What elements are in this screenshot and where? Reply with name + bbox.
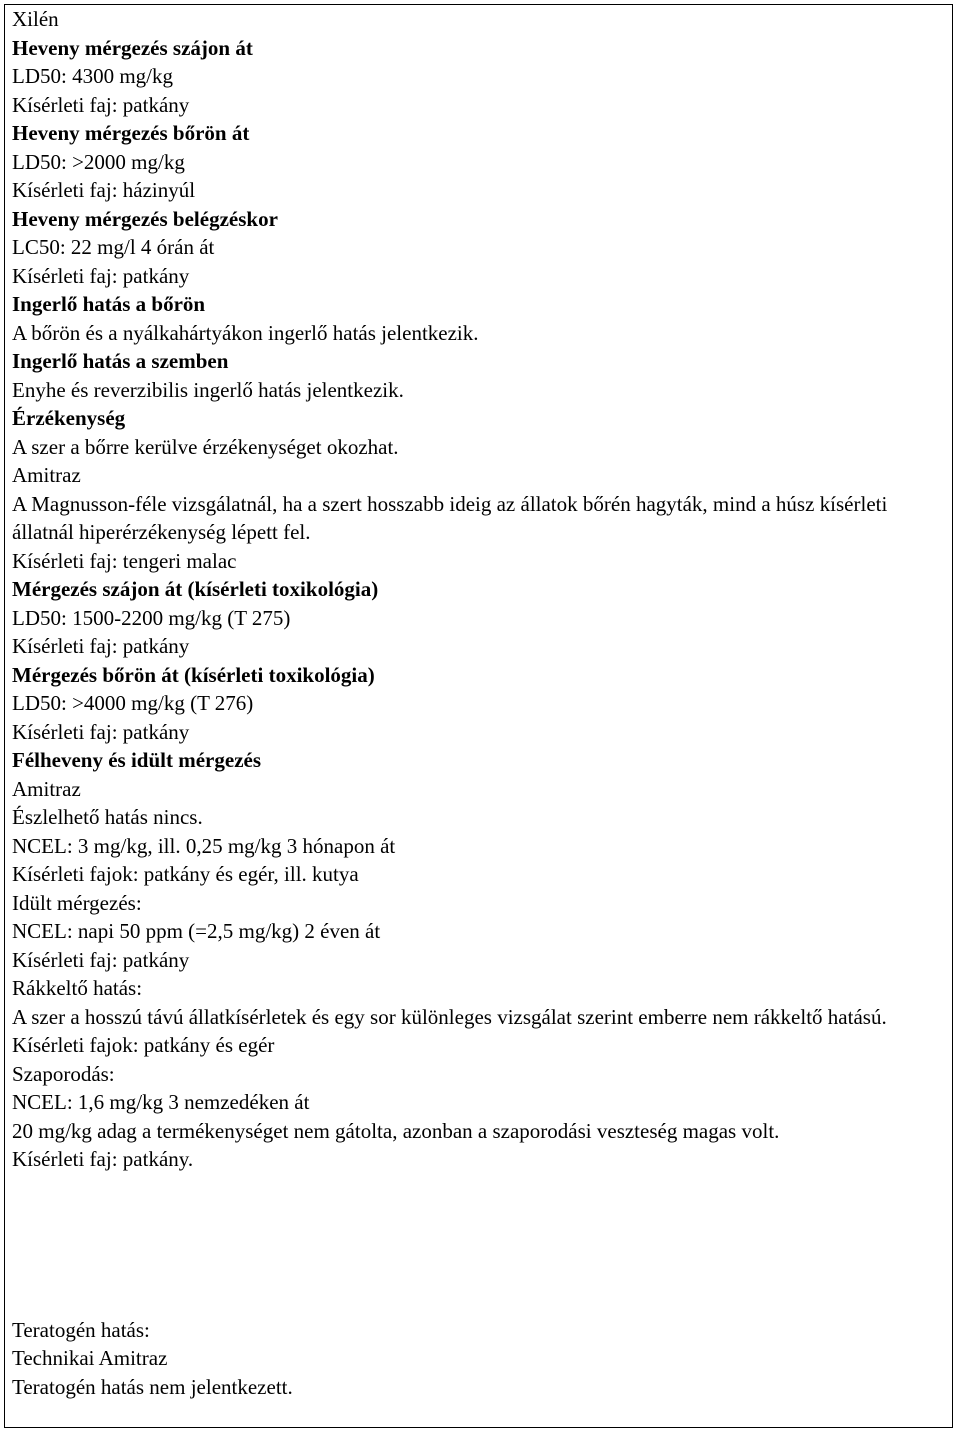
text-line: Kísérleti faj: patkány <box>12 263 190 288</box>
text-line: Kísérleti faj: patkány <box>12 719 190 744</box>
text-line: Technikai Amitraz <box>12 1346 168 1370</box>
section-heading: Érzékenység <box>12 406 126 430</box>
blank-space <box>12 1174 942 1316</box>
text-line: A szer a bőrre kerülve érzékenységet okozhat. <box>12 434 399 459</box>
paragraph: A Magnusson-féle vizsgálatnál, ha a szert hosszabb ideig az állatok bőrén hagyták, mind a húsz kísérleti állatnál hiperérzékenység lépett fel. <box>12 491 888 544</box>
text-line: Kísérleti faj: patkány. <box>12 1147 194 1171</box>
substance-name: Amitraz <box>12 463 81 487</box>
text-line: Kísérleti faj: patkány <box>12 634 190 658</box>
text-line: NCEL: 3 mg/kg, ill. 0,25 mg/kg 3 hónapon át <box>12 833 396 858</box>
text-line: Kísérleti fajok: patkány és egér, ill. kutya <box>12 862 359 886</box>
paragraph: A szer a hosszú távú állatkísérletek és egy sor különleges vizsgálat szerint emberre nem rákkeltő hatású. <box>12 1004 887 1029</box>
section-heading: Heveny mérgezés szájon át <box>12 35 253 60</box>
section-heading: Mérgezés szájon át (kísérleti toxikológia) <box>12 577 379 601</box>
text-line: Szaporodás: <box>12 1061 115 1086</box>
text-line: LD50: >4000 mg/kg (T 276) <box>12 691 254 715</box>
section-heading: Ingerlő hatás a szemben <box>12 349 229 373</box>
text-line: Rákkeltő hatás: <box>12 976 143 1000</box>
text-line: Kísérleti faj: tengeri malac <box>12 548 237 573</box>
text-line: A bőrön és a nyálkahártyákon ingerlő hatás jelentkezik. <box>12 320 479 345</box>
text-line: Észlelhető hatás nincs. <box>12 805 203 829</box>
text-line: Teratogén hatás: <box>12 1317 150 1342</box>
substance-name: Amitraz <box>12 776 81 801</box>
section-heading: Mérgezés bőrön át (kísérleti toxikológia) <box>12 662 375 687</box>
text-line: 20 mg/kg adag a termékenységet nem gátolta, azonban a szaporodási veszteség magas volt. <box>12 1118 780 1143</box>
text-line: Kísérleti faj: házinyúl <box>12 178 196 202</box>
text-line: LD50: 1500-2200 mg/kg (T 275) <box>12 605 291 630</box>
text-line: LC50: 22 mg/l 4 órán át <box>12 235 215 259</box>
section-heading: Heveny mérgezés bőrön át <box>12 121 250 145</box>
text-line: Kísérleti fajok: patkány és egér <box>12 1033 275 1057</box>
section-heading: Heveny mérgezés belégzéskor <box>12 206 278 231</box>
text-line: Kísérleti faj: patkány <box>12 92 190 117</box>
text-line: Kísérleti faj: patkány <box>12 947 190 972</box>
section-heading: Ingerlő hatás a bőrön <box>12 292 206 316</box>
text-line: Enyhe és reverzibilis ingerlő hatás jelentkezik. <box>12 377 404 402</box>
text-line: LD50: 4300 mg/kg <box>12 64 173 88</box>
document-body <box>12 5 942 1401</box>
text-line: NCEL: 1,6 mg/kg 3 nemzedéken át <box>12 1090 310 1114</box>
text-line: Idült mérgezés: <box>12 890 142 915</box>
text-line: NCEL: napi 50 ppm (=2,5 mg/kg) 2 éven át <box>12 919 381 943</box>
substance-name: Xilén <box>12 7 59 31</box>
section-heading: Félheveny és idült mérgezés <box>12 748 262 772</box>
text-line: LD50: >2000 mg/kg <box>12 149 185 174</box>
text-line: Teratogén hatás nem jelentkezett. <box>12 1374 293 1399</box>
